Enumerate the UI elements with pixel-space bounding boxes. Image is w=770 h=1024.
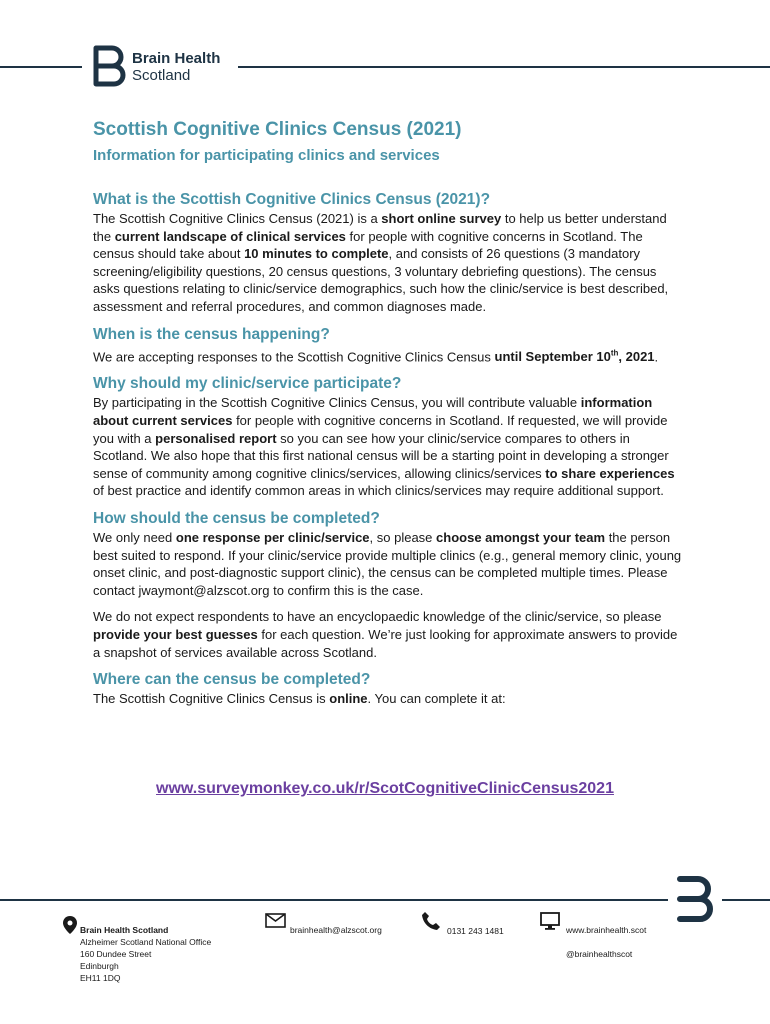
- email-envelope-icon: [265, 913, 286, 928]
- logo-line1: Brain Health: [132, 50, 221, 67]
- document-body: [93, 118, 683, 708]
- section-paragraph-when: We are accepting responses to the Scottish Cognitive Clinics Census until September 10th, 2021.: [93, 348, 659, 364]
- section-heading-how: How should the census be completed?: [93, 510, 380, 528]
- section-heading-where: Where can the census be completed?: [93, 671, 371, 689]
- section-heading-when: When is the census happening?: [93, 325, 330, 343]
- footer-website[interactable]: www.brainhealth.scot: [566, 925, 647, 935]
- section-paragraph-how-2: We do not expect respondents to have an encyclopaedic knowledge of the clinic/service, so please provide your best guesses for each question. We’re just looking for approximate answers to provide a snapshot of services available across Scotland.: [93, 609, 678, 660]
- section-paragraph-where: The Scottish Cognitive Clinics Census is online. You can complete it at:: [93, 691, 506, 707]
- page-title: Scottish Cognitive Clinics Census (2021): [93, 119, 462, 140]
- footer-address-line: EH11 1DQ: [80, 973, 121, 983]
- footer-social-handle[interactable]: @brainhealthscot: [566, 949, 633, 959]
- location-pin-icon: [63, 916, 77, 934]
- logo-wordmark: [132, 50, 220, 84]
- brain-health-scotland-logo: [92, 44, 242, 90]
- survey-link[interactable]: www.surveymonkey.co.uk/r/ScotCognitiveClinicCensus2021: [156, 780, 614, 797]
- footer-address-line: Alzheimer Scotland National Office: [80, 937, 212, 947]
- footer-address-line: 160 Dundee Street: [80, 949, 152, 959]
- footer-address-line: Edinburgh: [80, 961, 119, 971]
- section-paragraph-what: The Scottish Cognitive Clinics Census (2021) is a short online survey to help us better understand the current landscape of clinical services for people with cognitive concerns in Scotland. The census should take about 10 minutes to complete, and consists of 26 questions (3 mandatory screening/eligibility questions, 20 census questions, 3 voluntary debriefing questions). The census asks questions relating to clinic/service demographics, such how the clinic/service is best described, assessment and referral procedures, and common diagnoses made.: [93, 211, 669, 314]
- section-paragraph-why: By participating in the Scottish Cognitive Clinics Census, you will contribute valuable information about current services for people with cognitive concerns in Scotland. If requested, we will provide you with a personalised report so you can see how your clinic/service compares to others in Scotland. We also hope that this first national census will be a starting point in developing a stronger sense of community among cognitive clinics/services, allowing clinics/services to share experiences of best practice and identify common areas in which clinics/services may require additional support.: [93, 395, 675, 499]
- survey-link-container: [0, 780, 770, 798]
- footer-address: [80, 924, 211, 984]
- section-heading-what: What is the Scottish Cognitive Clinics Census (2021)?: [93, 191, 491, 208]
- computer-monitor-icon: [540, 912, 560, 930]
- footer-email[interactable]: brainhealth@alzscot.org: [290, 925, 382, 935]
- footer-phone[interactable]: 0131 243 1481: [447, 926, 504, 936]
- section-heading-why: Why should my clinic/service participate?: [93, 375, 402, 393]
- section-paragraph-how: We only need one response per clinic/service, so please choose amongst your team the person best suited to respond. If your clinic/service provide multiple clinics (e.g., general memory clinic, young onset clinic, and post-diagnostic support clinic), the census can be completed multiple times. Please contact jwaymont@alzscot.org to confirm this is the case.: [93, 530, 682, 598]
- brain-health-logo-mark-icon: [92, 44, 128, 88]
- page-subtitle: Information for participating clinics and services: [93, 147, 440, 164]
- header-rule-left: [0, 66, 82, 68]
- header-rule-right: [238, 66, 770, 68]
- phone-icon: [421, 911, 441, 931]
- footer-rule-right: [722, 899, 770, 901]
- footer-rule-left: [0, 899, 668, 901]
- logo-line2: Scotland: [132, 67, 191, 84]
- footer-org-name: Brain Health Scotland: [80, 925, 169, 935]
- footer-logo-mark-icon: [674, 874, 718, 922]
